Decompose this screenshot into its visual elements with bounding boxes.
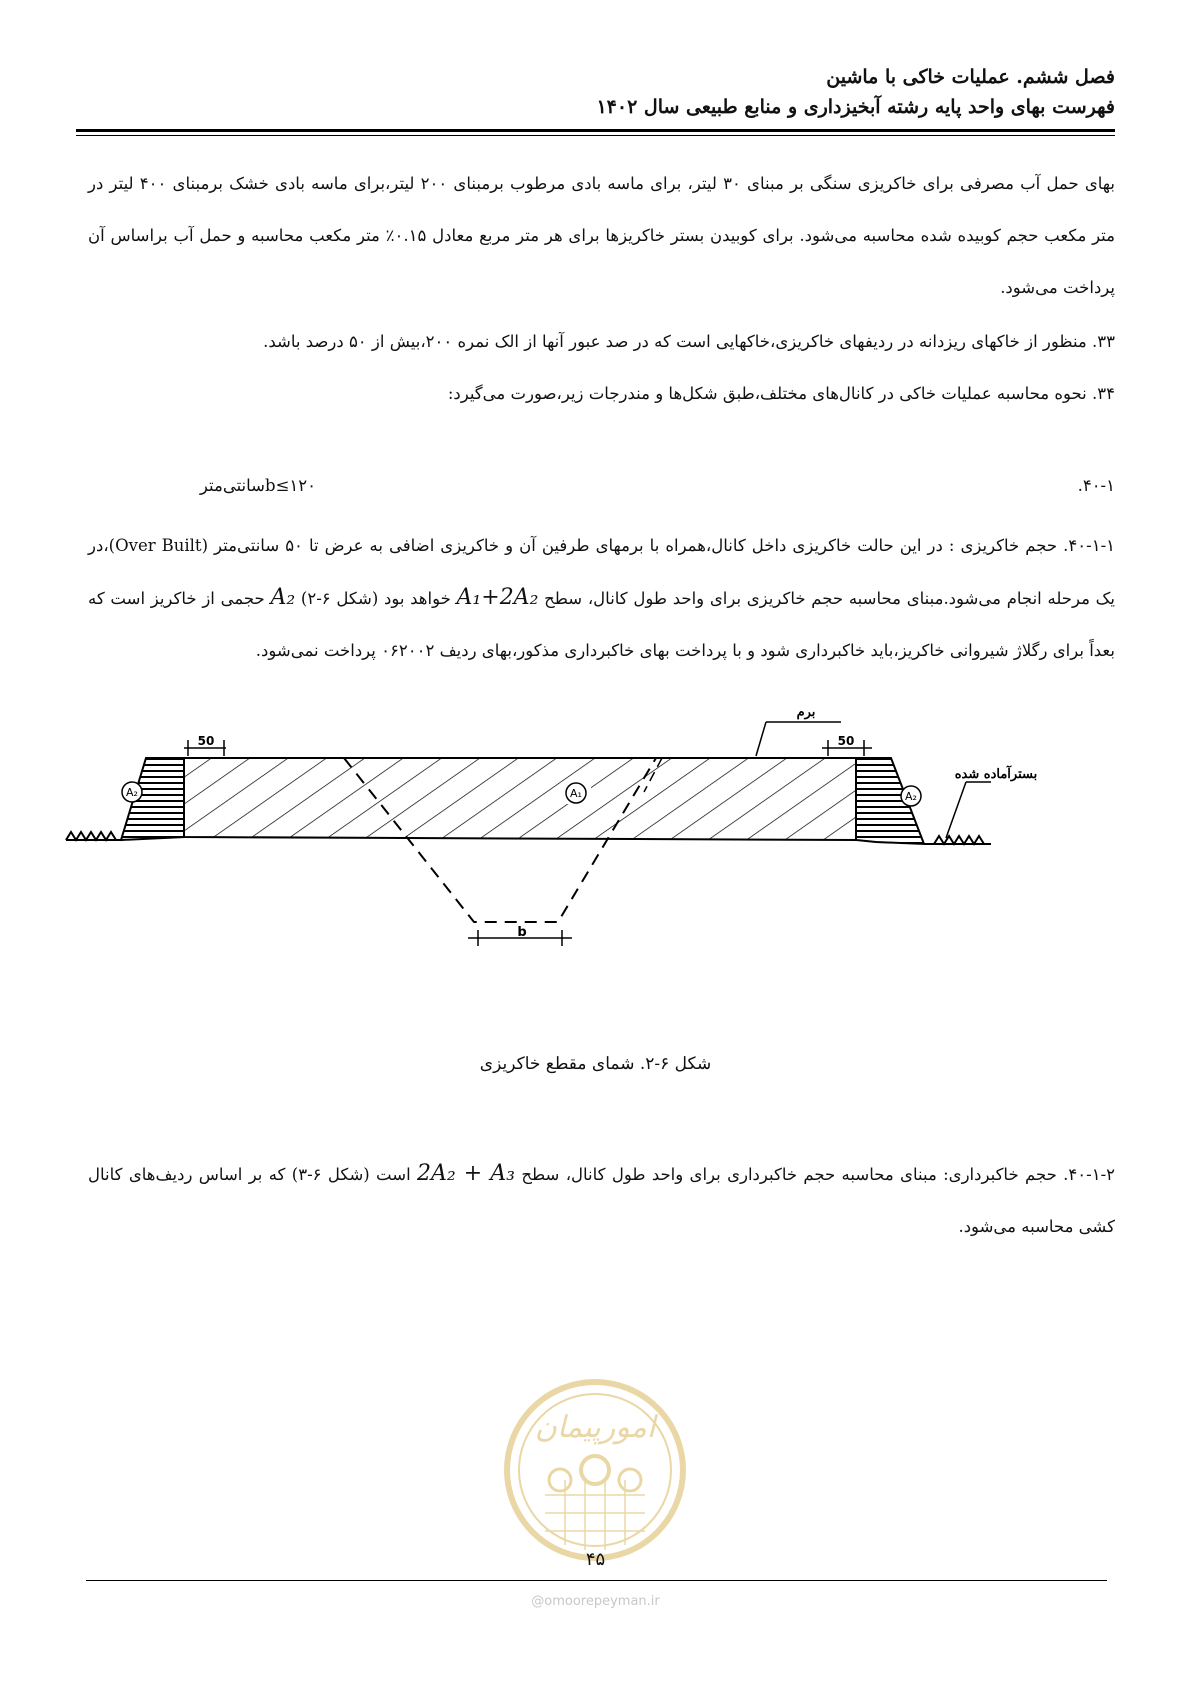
paragraph-40-1-2-part1: ۴۰-۱-۲. حجم خاکبرداری: مبنای محاسبه حجم خاکبرداری برای واحد طول کانال، سطح xyxy=(521,1165,1116,1184)
dimension-50-left xyxy=(184,734,226,756)
label-a2-right: A₂ xyxy=(905,790,917,803)
item-34: ۳۴. نحوه محاسبه عملیات خاکی در کانال‌های مختلف،طبق شکل‌ها و مندرجات زیر،صورت می‌گیرد: xyxy=(447,384,1115,403)
footer-rule xyxy=(86,1580,1107,1581)
website-watermark: @omoorepeyman.ir xyxy=(531,1594,660,1609)
formula-a2: A₂ xyxy=(270,585,296,610)
label-a2-left: A₂ xyxy=(126,786,138,799)
label-a1-badge xyxy=(566,783,586,803)
embankment-cross-section-diagram xyxy=(66,705,1126,1052)
a1-region xyxy=(184,758,856,840)
label-berm: برم xyxy=(796,705,816,720)
publisher-watermark-logo xyxy=(500,1375,690,1565)
page-header xyxy=(76,62,1115,122)
formula-a1-2a2: A₁+2A₂ xyxy=(456,585,539,610)
section-40-1-number: ۴۰-۱. xyxy=(1077,476,1115,495)
book-title: فهرست بهای واحد پایه رشته آبخیزداری و منابع طبیعی سال ۱۴۰۲ xyxy=(596,96,1115,118)
label-prepared-bed: بسترآماده شده xyxy=(954,767,1038,782)
chapter-title: فصل ششم. عملیات خاکی با ماشین xyxy=(826,66,1115,88)
header-rule-thin xyxy=(76,135,1115,136)
paragraph-water-haulage: بهای حمل آب مصرفی برای خاکریزی سنگی بر مبنای ۳۰ لیتر، برای ماسه بادی مرطوب برمبنای ۲۰۰ لیتر،برای ماسه بادی خشک برمبنای ۴۰۰ لیتر در متر مکعب حجم کوبیده شده محاسبه می‌شود. برای کوبیدن بستر خاکریزها برای هر متر مربع معادل ۰.۱۵٪ متر مکعب محاسبه و حمل آب براساس آن پرداخت می‌شود. xyxy=(88,174,1115,297)
paragraph-40-1-1-part3: حجمی از خاکریز است که بعداً برای رگلاژ شیروانی خاکریز،باید خاکبرداری شود و با پرداخت بهای خاکبرداری مذکور،بهای ردیف ۰۶۲۰۰۲ پرداخت نمی‌شود. xyxy=(88,589,1115,660)
label-a2-left-badge xyxy=(122,782,142,802)
paragraph-40-1-2 xyxy=(88,1148,1115,1253)
prepared-bed-callout xyxy=(946,765,1037,838)
paragraph-40-1-2-part2: است (شکل ۶-۳) که بر اساس ردیف‌های کانال کشی محاسبه می‌شود. xyxy=(88,1165,1115,1236)
label-a2-right-badge xyxy=(901,786,921,806)
label-a1: A₁ xyxy=(570,787,582,800)
formula-2a2-a3: 2A₂ + A₃ xyxy=(417,1161,516,1186)
dimension-b xyxy=(468,925,572,946)
figure-caption: شکل ۶-۲. شمای مقطع خاکریزی xyxy=(479,1054,712,1074)
paragraph-40-1-1-part1: ۴۰-۱-۱. حجم خاکریزی : در این حالت خاکریزی داخل کانال،همراه با برمهای طرفین آن و خاکریزی اضافی به عرض تا ۵۰ سانتی‌متر (Over Built)،در یک مرحله انجام می‌شود.مبنای محاسبه حجم خاکریزی برای واحد طول کانال، سطح xyxy=(88,536,1116,608)
label-b: b xyxy=(517,925,527,940)
dim-50-right-text: 50 xyxy=(837,734,855,748)
watermark-text: امورپیمان xyxy=(534,1410,656,1445)
section-40-1-condition: b≤۱۲۰سانتی‌متر xyxy=(199,476,316,495)
dimension-50-right xyxy=(822,734,872,756)
paragraph-40-1-1-part2: خواهد بود (شکل ۶-۲) xyxy=(300,589,451,608)
header-rule-thick xyxy=(76,129,1115,132)
paragraph-40-1-1 xyxy=(88,520,1115,677)
ground-line-right xyxy=(924,836,991,844)
ground-line-left xyxy=(66,832,121,840)
dim-50-left-text: 50 xyxy=(197,734,215,748)
item-33: ۳۳. منظور از خاکهای ریزدانه در ردیفهای خاکریزی،خاکهایی است که در صد عبور آنها از الک نمره ۲۰۰،بیش از ۵۰ درصد باشد. xyxy=(263,332,1115,351)
page-number: ۴۵ xyxy=(585,1549,606,1570)
